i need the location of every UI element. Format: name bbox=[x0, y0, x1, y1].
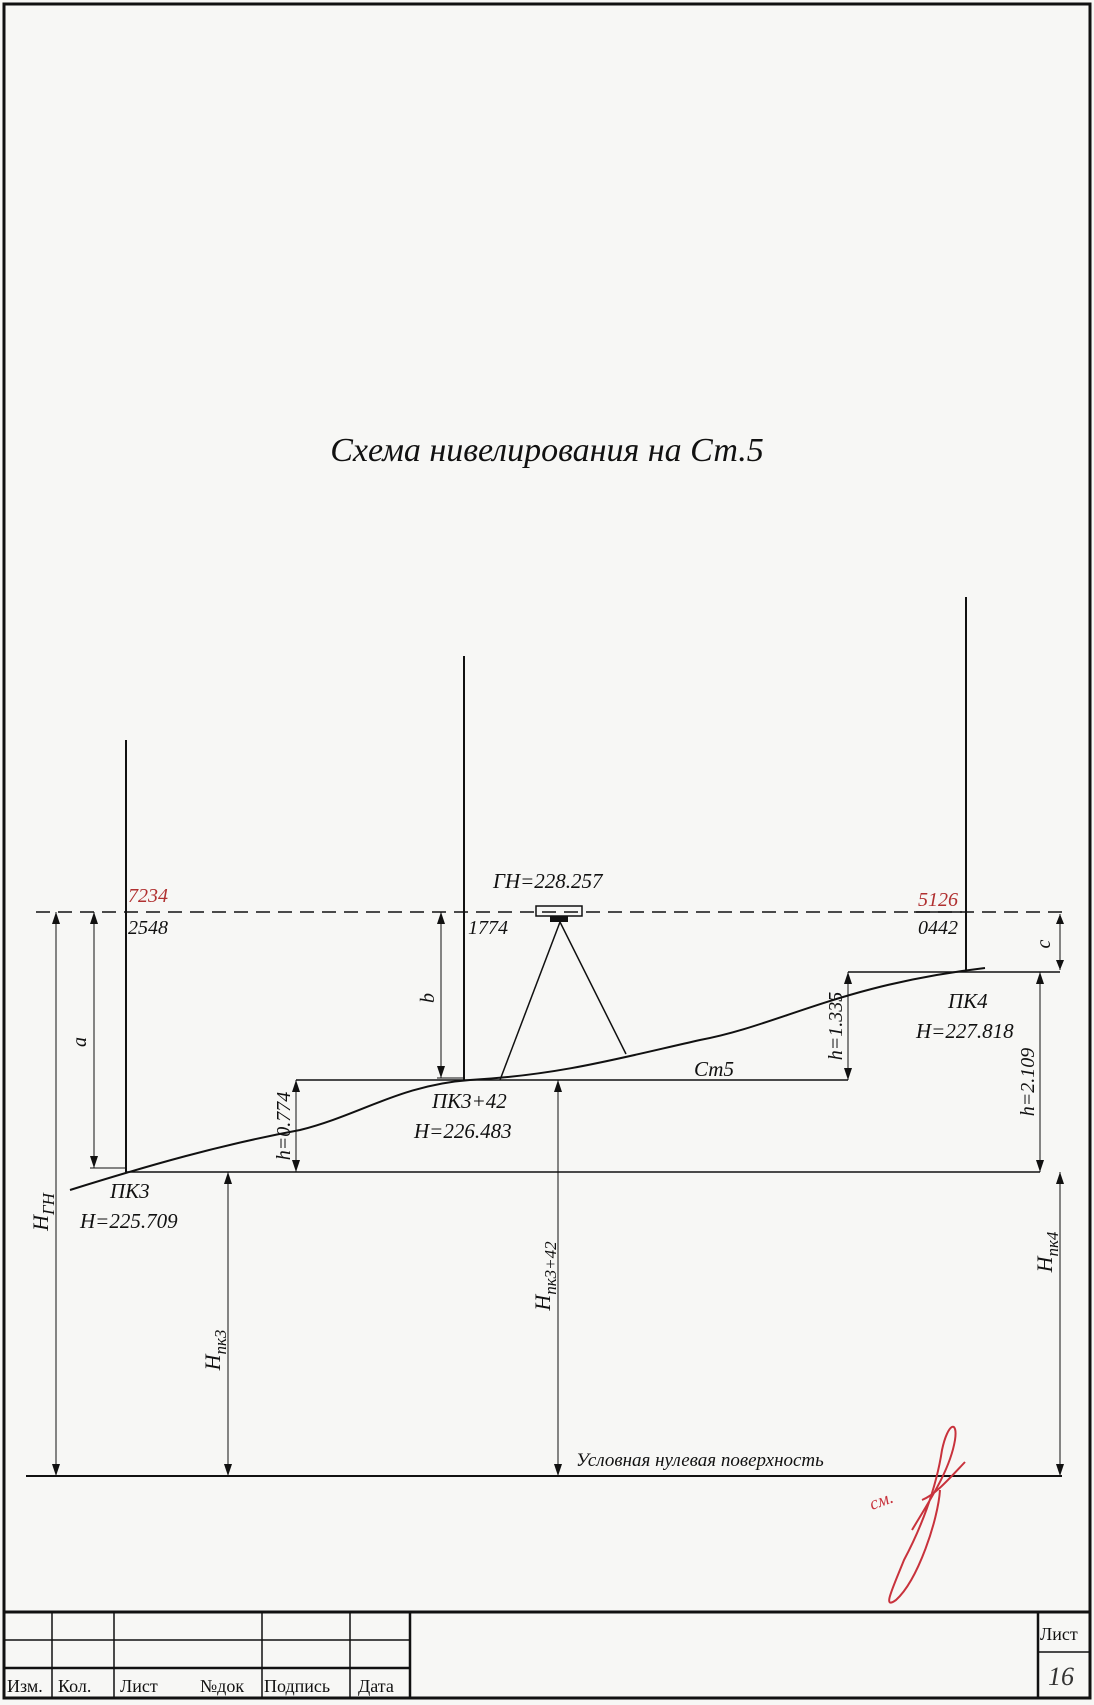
dim-h3-label: h=2.109 bbox=[1017, 1047, 1039, 1117]
sheet-frame bbox=[4, 4, 1090, 1698]
title-block-list: Лист bbox=[120, 1676, 158, 1696]
tripod-leg-right bbox=[560, 922, 626, 1054]
datum-label: Условная нулевая поверхность bbox=[576, 1450, 824, 1471]
title-block-izm: Изм. bbox=[7, 1676, 43, 1696]
title-block-kol: Кол. bbox=[58, 1676, 92, 1696]
right-red-reading: 5126 bbox=[918, 889, 958, 911]
dim-h2-label: h=1.335 bbox=[825, 991, 847, 1061]
title-block-ndok: №док bbox=[200, 1676, 245, 1696]
tripod-leg-left bbox=[500, 922, 560, 1080]
dim-h3-arrow-top bbox=[1036, 972, 1044, 984]
dim-hmid-arrow-bottom bbox=[554, 1464, 562, 1476]
level-instrument-base bbox=[550, 916, 568, 922]
dim-hgn-label: $H_{ГН}$ bbox=[28, 1193, 58, 1231]
pk3-elevation: H=225.709 bbox=[80, 1209, 178, 1233]
pk3-42-name: ПК3+42 bbox=[432, 1089, 507, 1113]
title-block-sheet-number: 16 bbox=[1048, 1662, 1074, 1691]
gn-label: ГН=228.257 bbox=[493, 869, 603, 893]
title-block-data: Дата bbox=[358, 1676, 394, 1696]
signature-note: см. bbox=[866, 1486, 896, 1514]
dim-hpk3-label: $H_{пк3}$ bbox=[200, 1329, 230, 1371]
dim-h1-arrow-top bbox=[292, 1080, 300, 1092]
right-black-reading: 0442 bbox=[918, 917, 958, 939]
pk3-name: ПК3 bbox=[110, 1179, 150, 1203]
dim-hmid-arrow-top bbox=[554, 1080, 562, 1092]
title-block bbox=[4, 1612, 1090, 1698]
left-black-reading: 2548 bbox=[128, 917, 168, 939]
dim-c-arrow-top bbox=[1056, 914, 1064, 924]
dim-hpk4-arrow-top bbox=[1056, 1172, 1064, 1184]
dim-h2-arrow-bottom bbox=[844, 1068, 852, 1080]
level-instrument-icon bbox=[536, 906, 582, 916]
dim-hpk3-arrow-top bbox=[224, 1172, 232, 1184]
title-block-podpis: Подпись bbox=[264, 1676, 331, 1696]
title-block-sheet-label: Лист bbox=[1040, 1624, 1078, 1644]
dim-b-arrow-top bbox=[437, 912, 445, 924]
dim-hgn-arrow-top bbox=[52, 912, 60, 924]
dim-a-label: a bbox=[69, 1037, 91, 1047]
left-red-reading: 7234 bbox=[128, 885, 168, 907]
dim-b-arrow-bottom bbox=[437, 1066, 445, 1078]
dim-a-arrow-top bbox=[90, 912, 98, 924]
dim-a-arrow-bottom bbox=[90, 1156, 98, 1168]
dim-c-arrow-bottom bbox=[1056, 960, 1064, 970]
dim-hmid-label: $H_{пк3+42}$ bbox=[530, 1241, 560, 1311]
middle-reading: 1774 bbox=[468, 917, 508, 939]
page-title: Схема нивелирования на Ст.5 bbox=[330, 432, 764, 469]
dim-h1-label: h=0.774 bbox=[273, 1091, 295, 1161]
dim-h3-arrow-bottom bbox=[1036, 1160, 1044, 1172]
dim-hpk4-arrow-bottom bbox=[1056, 1464, 1064, 1476]
handwritten-signature bbox=[889, 1427, 965, 1603]
station-label: Ст5 bbox=[694, 1057, 734, 1081]
dim-h1-arrow-bottom bbox=[292, 1160, 300, 1172]
dim-hgn-arrow-bottom bbox=[52, 1464, 60, 1476]
dim-hpk3-arrow-bottom bbox=[224, 1464, 232, 1476]
pk4-elevation: H=227.818 bbox=[916, 1019, 1014, 1043]
dim-b-label: b bbox=[417, 993, 439, 1003]
pk4-name: ПК4 bbox=[948, 989, 988, 1013]
dim-h2-arrow-top bbox=[844, 972, 852, 984]
dim-hpk4-label: $H_{пк4}$ bbox=[1032, 1231, 1062, 1273]
dim-c-label: c bbox=[1033, 939, 1055, 949]
pk3-42-elevation: H=226.483 bbox=[414, 1119, 512, 1143]
